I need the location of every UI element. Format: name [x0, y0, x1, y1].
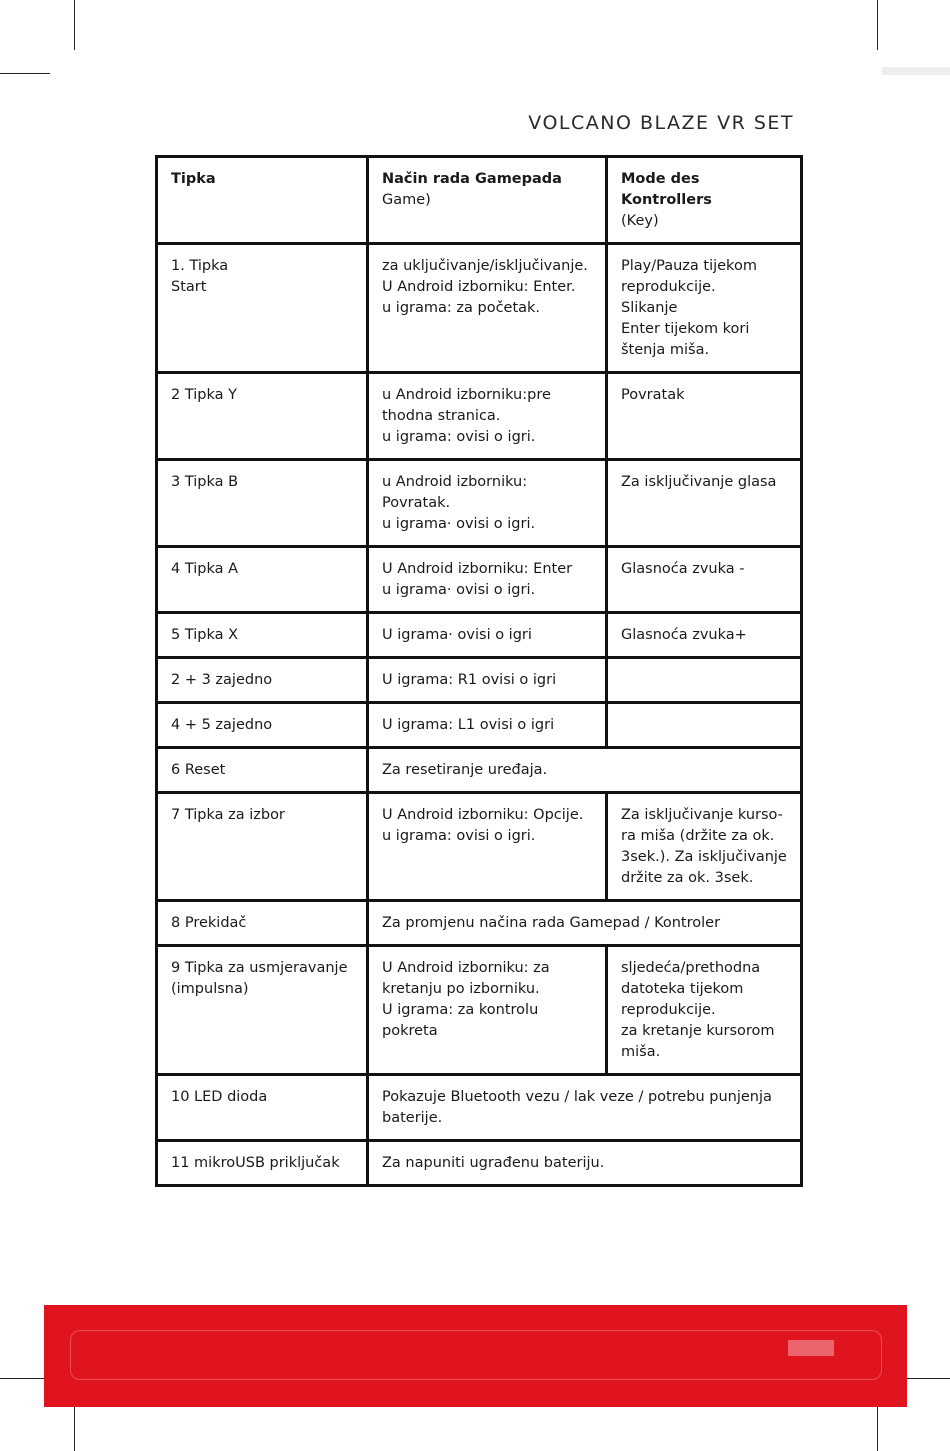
cell-game: za uključivanje/isključivanje. U Android izborniku: Enter. u igrama: za početak.	[368, 244, 607, 373]
cell-key: 3 Tipka B	[157, 460, 368, 547]
table-row	[157, 748, 802, 793]
table-row	[157, 373, 802, 460]
cell-key: 4 Tipka A	[157, 547, 368, 613]
cell-game: u Android izborniku:pre thodna stranica. u igrama: ovisi o igri.	[368, 373, 607, 460]
cell-key: 2 + 3 zajedno	[157, 658, 368, 703]
cell-merged: Za promjenu načina rada Gamepad / Kontroler	[368, 901, 802, 946]
cell-game: U igrama: R1 ovisi o igri	[368, 658, 607, 703]
cell-ctrl	[607, 658, 802, 703]
header-controller-title: Mode des Kontrollers	[621, 171, 712, 208]
cell-key: 1. Tipka Start	[157, 244, 368, 373]
table-row	[157, 244, 802, 373]
table-row	[157, 703, 802, 748]
page-number-tab	[788, 1340, 834, 1356]
cell-ctrl	[607, 703, 802, 748]
cell-ctrl: Povratak	[607, 373, 802, 460]
cell-merged: Za resetiranje uređaja.	[368, 748, 802, 793]
crop-mark	[877, 1400, 878, 1451]
crop-mark	[900, 1378, 950, 1379]
cell-key: 11 mikroUSB priključak	[157, 1141, 368, 1186]
cell-key: 8 Prekidač	[157, 901, 368, 946]
cell-key: 10 LED dioda	[157, 1075, 368, 1141]
cell-game: U Android izborniku: Opcije. u igrama: ovisi o igri.	[368, 793, 607, 901]
button-function-table	[155, 155, 803, 1187]
page-title: VOLCANO BLAZE VR SET	[528, 112, 794, 134]
page-edge-shadow	[882, 67, 950, 75]
cell-key: 7 Tipka za izbor	[157, 793, 368, 901]
table-row	[157, 1075, 802, 1141]
cell-key: 2 Tipka Y	[157, 373, 368, 460]
cell-key: 6 Reset	[157, 748, 368, 793]
cell-key: 5 Tipka X	[157, 613, 368, 658]
cell-game: U igrama· ovisi o igri	[368, 613, 607, 658]
cell-ctrl: Play/Pauza tijekom reprodukcije. Slikanje Enter tijekom kori štenja miša.	[607, 244, 802, 373]
crop-mark	[74, 0, 75, 50]
header-gamepad-sub: Game)	[382, 192, 431, 208]
table-row	[157, 901, 802, 946]
cell-ctrl: Glasnoća zvuka -	[607, 547, 802, 613]
cell-ctrl: Za isključivanje kurso- ra miša (držite za ok. 3sek.). Za isključivanje držite za ok. 3sek.	[607, 793, 802, 901]
cell-ctrl: Glasnoća zvuka+	[607, 613, 802, 658]
cell-key: 4 + 5 zajedno	[157, 703, 368, 748]
cell-ctrl: sljedeća/prethodna datoteka tijekom reprodukcije. za kretanje kursorom miša.	[607, 946, 802, 1075]
table-header-row	[157, 157, 802, 244]
footer-frame	[70, 1330, 882, 1380]
cell-game: U igrama: L1 ovisi o igri	[368, 703, 607, 748]
header-controller-mode	[607, 157, 802, 244]
crop-mark	[0, 73, 50, 74]
header-controller-sub: (Key)	[621, 213, 659, 229]
header-key: Tipka	[157, 157, 368, 244]
crop-mark	[877, 0, 878, 50]
table-row	[157, 460, 802, 547]
cell-game: U Android izborniku: za kretanju po izborniku. U igrama: za kontrolu pokreta	[368, 946, 607, 1075]
header-gamepad-title: Način rada Gamepada	[382, 171, 562, 187]
table-row	[157, 613, 802, 658]
crop-mark	[0, 1378, 50, 1379]
table-row	[157, 793, 802, 901]
cell-merged: Pokazuje Bluetooth vezu / lak veze / potrebu punjenja baterije.	[368, 1075, 802, 1141]
table-row	[157, 946, 802, 1075]
header-gamepad-mode	[368, 157, 607, 244]
cell-game: u Android izborniku: Povratak. u igrama· ovisi o igri.	[368, 460, 607, 547]
cell-ctrl: Za isključivanje glasa	[607, 460, 802, 547]
table-row	[157, 658, 802, 703]
cell-key: 9 Tipka za usmjeravanje (impulsna)	[157, 946, 368, 1075]
table-row	[157, 547, 802, 613]
cell-merged: Za napuniti ugrađenu bateriju.	[368, 1141, 802, 1186]
cell-game: U Android izborniku: Enter u igrama· ovisi o igri.	[368, 547, 607, 613]
table-row	[157, 1141, 802, 1186]
crop-mark	[74, 1400, 75, 1451]
